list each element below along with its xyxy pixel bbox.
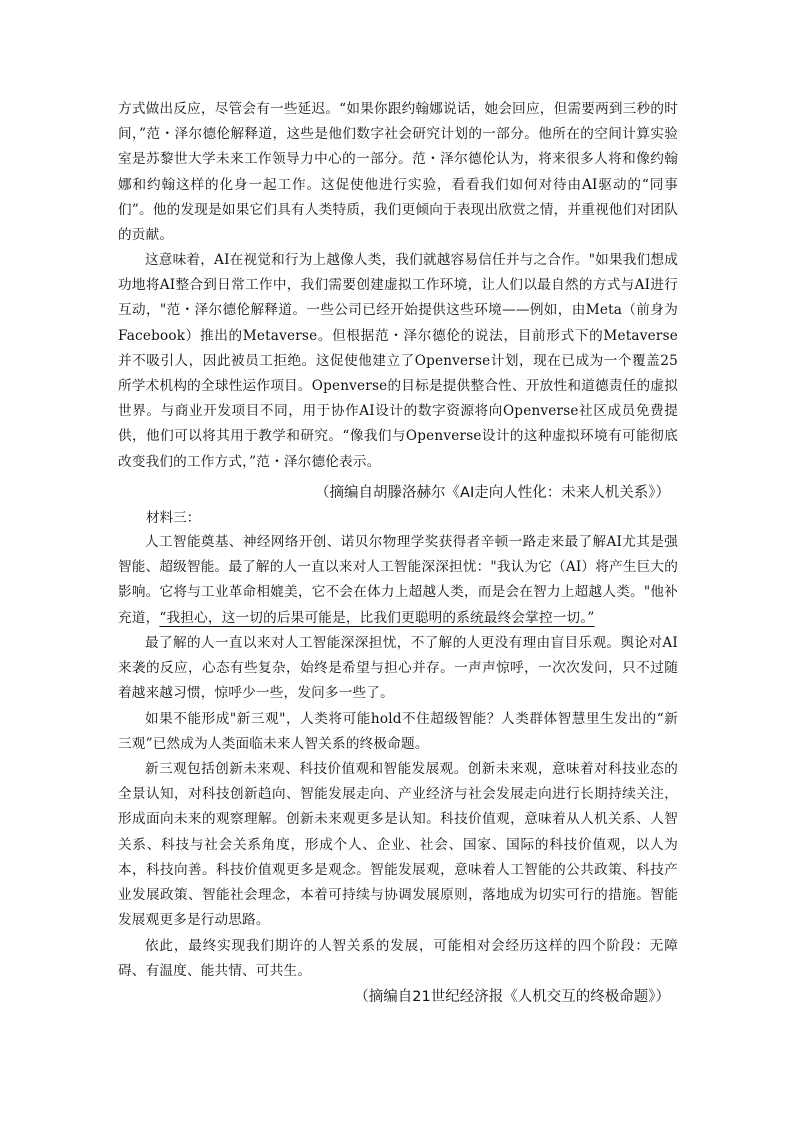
material3-paragraph-2: 最了解的人一直以来对人工智能深深担忧，不了解的人更没有理由盲目乐观。舆论对AI来袭的反应，心态有些复杂，始终是希望与担心并存。一声声惊呼，一次次发问，只不过随着越来越习惯，惊呼少一些，发问多一些了。: [118, 635, 678, 702]
material3-paragraph-3: 如果不能形成"新三观"，人类将可能hold不住超级智能？人类群体智慧里生发出的“新三观”已然成为人类面临未来人智关系的终极命题。: [118, 711, 678, 753]
material3-paragraph-4: 新三观包括创新未来观、科技价值观和智能发展观。创新未来观，意味着对科技业态的全景认知，对科技创新趋向、智能发展走向、产业经济与社会发展走向进行长期持续关注，形成面向未来的观察理解。创新未来观更多是认知。科技价值观，意味着从人机关系、人智关系、科技与社会关系角度，形成个人、企业、社会、国家、国际的科技价值观，以人为本，科技向善。科技价值观更多是观念。智能发展观，意味着人工智能的公共政策、科技产业发展政策、智能社会理念，本着可持续与协调发展原则，落地成为切实可行的措施。智能发展观更多是行动思路。: [118, 761, 678, 929]
material2-paragraph-1: 方式做出反应，尽管会有一些延迟。“如果你跟约翰娜说话，她会回应，但需要两到三秒的时间，”范・泽尔德伦解释道，这些是他们数字社会研究计划的一部分。他所在的空间计算实验室是苏黎世大学未来工作领导力中心的一部分。范・泽尔德伦认为，将来很多人将和像约翰娜和约翰这样的化身一起工作。这促使他进行实验，看看我们如何对待由AI驱动的“同事们”。他的发现是如果它们具有人类特质，我们更倾向于表现出欣赏之情，并重视他们对团队的贡献。: [118, 101, 678, 244]
material3-source: （摘编自21世纪经济报《人机交互的终极命题》）: [354, 989, 670, 1005]
material3-paragraph-1-text: 人工智能奠基、神经网络开创、诺贝尔物理学奖获得者辛顿一路走来最了解AI尤其是强智能、超级智能。最了解的人一直以来对人工智能深深担忧："我认为它（AI）将产生巨大的影响。它将与工业革命相媲美，它不会在体力上超越人类，而是会在智力上超越人类。"他补充道，: [118, 534, 678, 626]
material3-paragraph-5: 依此，最终实现我们期许的人智关系的发展，可能相对会经历这样的四个阶段：无障碍、有温度、能共情、可共生。: [118, 938, 678, 980]
material3-label: 材料三：: [146, 510, 201, 526]
underlined-quote: “我担心，这一切的后果可能是，比我们更聪明的系统最终会掌控一切。”: [159, 609, 595, 626]
material3-paragraph-1: [118, 530, 678, 631]
material2-paragraph-2: 这意味着，AI在视觉和行为上越像人类，我们就越容易信任并与之合作。"如果我们想成功地将AI整合到日常工作中，我们需要创建虚拟工作环境，让人们以最自然的方式与AI进行互动，"范・泽尔德伦解释道。一些公司已经开始提供这些环境——例如，由Meta（前身为Facebook）推出的Metaverse。但根据范・泽尔德伦的说法，目前形式下的Metaverse并不吸引人，因此被员工拒绝。这促使他建立了Openverse计划，现在已成为一个覆盖25所学术机构的全球性运作项目。Openverse的目标是提供整合性、开放性和道德责任的虚拟世界。与商业开发项目不同，用于协作AI设计的数字资源将向Openverse社区成员免费提供，他们可以将其用于教学和研究。“像我们与Openverse设计的这种虚拟环境有可能彻底改变我们的工作方式，”范・泽尔德伦表示。: [118, 252, 678, 470]
material2-source: （摘编自胡滕洛赫尔《AI走向人性化：未来人机关系》）: [315, 485, 670, 501]
